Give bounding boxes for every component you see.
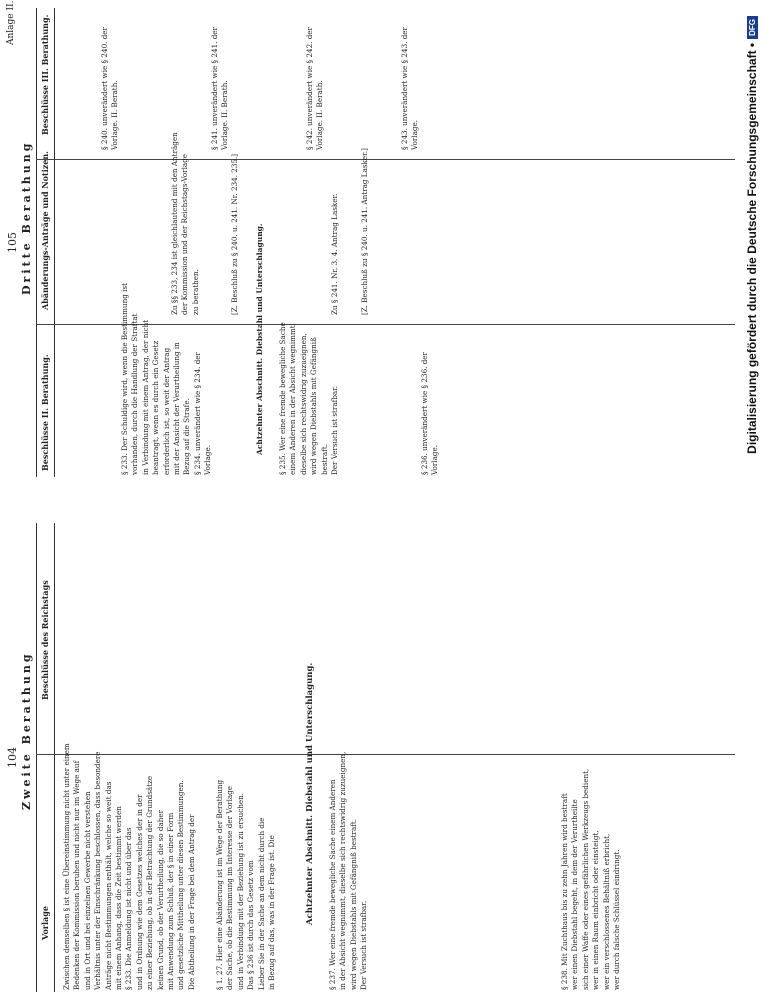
column-title: Beschlüsse II. Berathung.	[40, 354, 50, 471]
note-text: [Z. Beschluß zu § 240. u. 241. Antrag Lasker.]	[360, 148, 369, 315]
col3-text: § 241. unverändert wie § 241. der Vorlage. II. Berath.	[210, 27, 230, 150]
body-text: § 236. unverändert wie § 236. der Vorlage.	[420, 352, 440, 475]
watermark-strip	[735, 0, 761, 1000]
body-text: § 237. Wer eine fremde bewegliche Sache einem Anderen in der Absicht wegnimmt, dieselbe sich rechtswidrig zuzueignen, wird wegen Diebstahls mit Gefängniß bestraft. Der Versuch ist strafbar.	[328, 751, 369, 990]
watermark-text: Digitalisierung gefördert durch die Deutsche Forschungsgemeinschaft • DFG	[739, 0, 761, 1000]
note-text: [Z. Beschluß zu § 240. u. 241. Nr. 234. 235.]	[230, 153, 239, 315]
header-rule	[36, 523, 37, 992]
note-text: Zu § 241. Nr. 3. 4. Antrag Lasker.	[330, 193, 339, 315]
section-title: Achtzehnter Abschnitt. Diebstahl und Unterschlagung.	[305, 662, 315, 925]
page-heading: Dritte Berathung	[20, 140, 33, 295]
section-title: Achtzehnter Abschnitt. Diebstahl und Unterschlagung.	[255, 223, 264, 455]
body-text: § 238. Mit Zuchthaus bis zu zehn Jahren wird bestraft wer einen Diebstahl begeht, in dem der Verurtheilte sich einer Waffe oder eines gefährlichen Werkzeugs bedient, wer in einen Raum einbricht oder einsteigt, wer ein verschlossenes Behältniß erbricht, wer durch falsche Schlüssel eindringt.	[560, 768, 622, 990]
header-rule	[36, 8, 37, 477]
right-page	[0, 0, 740, 485]
corner-label: Anlage II.	[6, 0, 16, 45]
col3-text: § 240. unverändert wie § 240. der Vorlage. II. Berath.	[100, 27, 120, 150]
column-title: Beschlüsse des Reichstags	[40, 580, 50, 700]
dfg-logo-icon: DFG	[747, 16, 758, 39]
column-title: Beschlüsse III. Berathung.	[40, 14, 50, 135]
left-page	[0, 515, 740, 1000]
column-title: Abänderungs-Anträge und Notizen.	[40, 151, 50, 310]
note-text: Zu §§ 233, 234 ist gleichlautend mit den Anträgen der Kommission und der Reichstags-Vorlage zu berathen.	[170, 132, 200, 315]
column-title: Vorlage	[40, 906, 50, 940]
col3-text: § 242. unverändert wie § 242. der Vorlage. II. Berath.	[305, 27, 325, 150]
column-head-rule	[54, 8, 55, 477]
body-text: § 1. 27. Hier eine Abänderung ist im Wege der Berathung der Sache, ob die Bestimmung im Interesse der Vorlage und in Verbindung mit der Beziehung ist zu ersuchen. Das § 236 ist durch das Gesetz vom Lieber Sie in der Sache an dem nicht durch die in Bezug auf das, was in der Frage ist. Die	[215, 779, 277, 990]
column-divider	[36, 159, 736, 160]
page-number: 104	[6, 747, 19, 768]
page-heading: Zweite Berathung	[20, 651, 33, 810]
col3-text: § 243. unverändert wie § 243. der Vorlage.	[400, 27, 420, 150]
body-text: Zwischen demselben § ist eine Übereinstimmung nicht unter einem Bedenken der Kommission beruhen und nicht nur im Wege auf und in Ort und bei einzelnen Gewerbe nicht verstehen Verhältnis unter der Einschränkung beschlossen, dass besondere Anträge nicht Bestimmungen enthält, welche so weit das mit einem Anhang, dass die Zeit bestimmt werden § 233. Die Anmeldung ist nicht und über das und in Ordnung wie dem Gesetzes welches der in der zu einer Beziehung, ob in der Betrachtung der Grundsätze keinen Grund, ob der Verurtheilung, die so daher mit Anwendung zum Schluß, der § in einer Form und gesetzliche Mittheilung unter diesen Bestimmungen. Die Abtheilung in der Frage bei dem Antrag der	[62, 743, 196, 990]
page-number: 105	[6, 232, 19, 253]
column-head-rule	[54, 523, 55, 992]
body-text: § 235. Wer eine fremde bewegliche Sache einem Anderen in der Absicht wegnimmt, dieselbe sich rechtswidrig zuzueignen, wird wegen Diebstahls mit Gefängniß bestraft. Der Versuch ist strafbar.	[278, 322, 340, 475]
body-text: § 233. Der Schuldige wird, wenn die Bestimmung ist vorhanden, durch die Handlung der Straftat in Verbindung mit einem Antrag, der nicht beantragt, wenn es durch ein Gesetz erforderlich ist, so weit der Antrag mit der Ansicht der Verurtheilung in Bezug auf die Strafe. § 234. unverändert wie § 234. der Vorlage.	[120, 283, 213, 475]
